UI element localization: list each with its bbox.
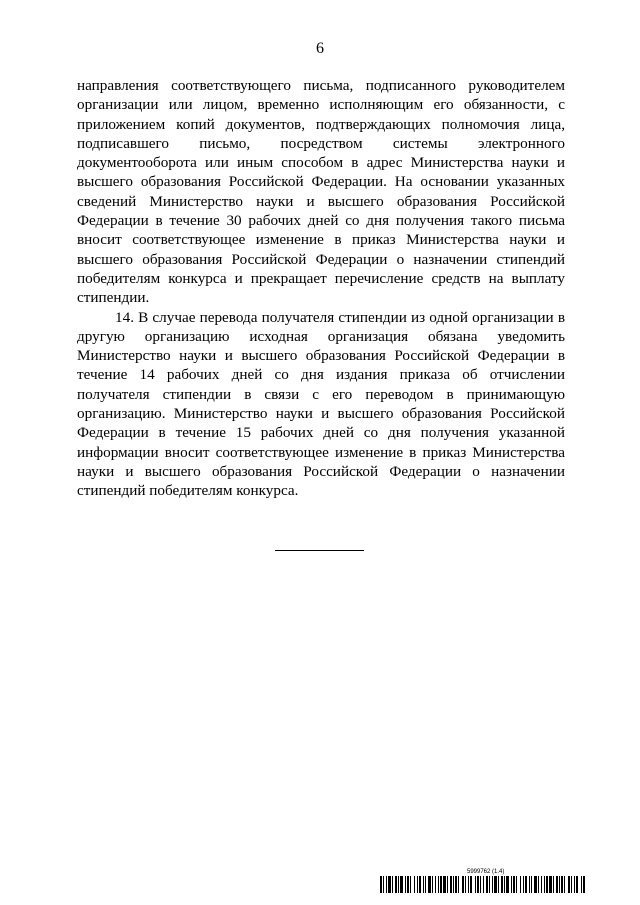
barcode-image [380, 876, 586, 893]
page-number: 6 [316, 40, 324, 57]
barcode-number: 5999762 (1.4) [467, 869, 505, 875]
end-separator-line [275, 550, 364, 551]
paragraph-continuation: направления соответствующего письма, подписанного руководителем организации или лицом, временно исполняющим его обязанности, с приложением копий документов, подтверждающих полномочия лица, подписавшего письмо, посредством системы электронного документооборота или иным способом в адрес Министерства науки и высшего образования Российской Федерации. На основании указанных сведений Министерство науки и высшего образования Российской Федерации в течение 30 рабочих дней со дня получения такого письма вносит соответствующее изменение в приказ Министерства науки и высшего образования Российской Федерации о назначении стипендий победителям конкурса и прекращает перечисление средств на выплату стипендии. [77, 77, 565, 307]
document-body [77, 76, 565, 501]
paragraph-14: 14. В случае перевода получателя стипендии из одной организации в другую организацию исходная организация обязана уведомить Министерство науки и высшего образования Российской Федерации в течение 14 рабочих дней со дня издания приказа об отчислении получателя стипендии в связи с его переводом в принимающую организацию. Министерство науки и высшего образования Российской Федерации в течение 15 рабочих дней со дня получения указанной информации вносит соответствующее изменение в приказ Министерства науки и высшего образования Российской Федерации о назначении стипендий победителям конкурса. [77, 308, 565, 500]
